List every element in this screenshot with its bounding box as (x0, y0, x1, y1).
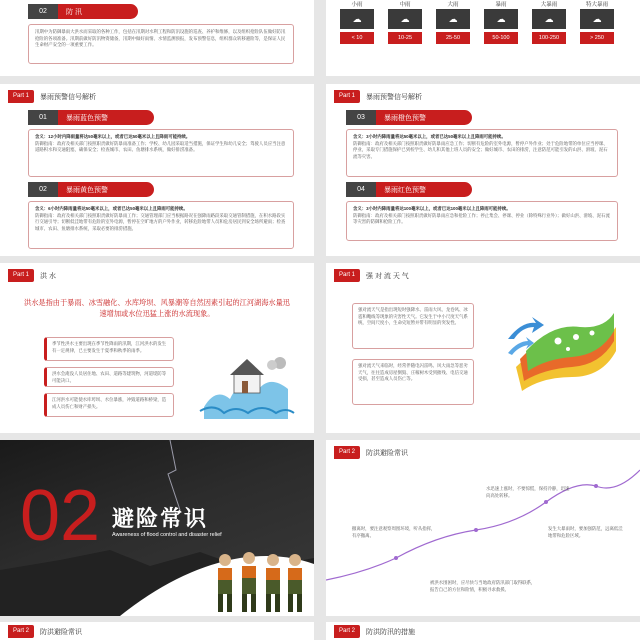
rain-level-item (484, 0, 518, 44)
content-box (28, 24, 294, 64)
part-badge: Part 1 (334, 90, 360, 103)
warning-title: 暴雨橙色预警 (376, 110, 472, 125)
rain-cloud-icon: ☁ (436, 9, 470, 29)
warning-number: 01 (28, 110, 58, 125)
part-title: 防洪避险常识 (366, 449, 409, 457)
note-2: 撤离时，要注意观察周围环境，听从指挥，有序撤离。 (352, 526, 436, 538)
rain-level-value: 100-250 (532, 32, 566, 44)
rain-level-item (436, 0, 470, 44)
slide-warning-blue-yellow (0, 84, 314, 256)
rain-level-value: < 10 (340, 32, 374, 44)
rain-level-item (340, 0, 374, 44)
warning-title: 暴雨黄色预警 (58, 182, 154, 197)
warning-meaning: 含义：6小时内降雨量将达50毫米以上，或者已达50毫米以上且降雨可能持续。 (35, 206, 188, 211)
flood-headline: 洪水是指由于暴雨、冰雪融化、水库垮坝、风暴潮等自然因素引起的江河湖海水量迅速增加或水位迅猛上涨的水流现象。 (24, 298, 290, 318)
warning-number: 04 (346, 182, 376, 197)
part-badge: Part 2 (8, 625, 34, 638)
rain-level-label: 中雨 (399, 2, 411, 8)
slide-flood-evacuation-2 (0, 622, 314, 640)
rain-level-label: 大雨 (447, 2, 459, 8)
part-title: 强 对 流 天 气 (366, 272, 409, 280)
soldiers-illustration (212, 546, 308, 614)
slide-fangxun (0, 0, 314, 76)
slide-flood-measures (326, 622, 640, 640)
rain-level-value: 50-100 (484, 32, 518, 44)
rain-level-label: 暴雨 (495, 2, 507, 8)
warning-title: 暴雨红色预警 (376, 182, 472, 197)
rain-cloud-icon: ☁ (484, 9, 518, 29)
rain-cloud-icon: ☁ (580, 9, 614, 29)
warning-meaning: 含义：3小时内降雨量将达100毫米以上，或者已达100毫米以上且降雨可能持续。 (353, 206, 511, 211)
section-bar (28, 4, 138, 19)
flood-bullet-text: 江河洪水可能使水库垮坝、水位暴涨，冲毁道路和桥梁，造成人员伤亡和财产损失。 (52, 397, 167, 409)
warning-box-yellow (28, 201, 294, 249)
part-header (334, 269, 409, 282)
section-number-large: 02 (20, 476, 101, 556)
part-header (334, 90, 422, 103)
slide-warning-orange-red (326, 84, 640, 256)
flood-illustration (196, 347, 296, 419)
warning-guide: 防御指南：政府及相关部门按照职责做好防暴雨工作；交通管理部门应当根据路况在强降雨路段采取交通管制措施，在积水路段实行交通引导；切断低洼地带有危险的室外电源，暂停在空旷地方的户外作业，转移危险地带人员和危房居民到安全场所避雨；检查城市、农田、鱼塘排水系统，采取必要的排涝措施。 (35, 212, 286, 231)
warning-meaning: 含义：3小时内降雨量将达50毫米以上，或者已达50毫米以上且降雨可能持续。 (353, 134, 506, 139)
slide-severe-convection (326, 263, 640, 433)
part-badge: Part 1 (8, 269, 34, 282)
rain-level-item (580, 0, 614, 44)
part-title: 暴雨预警信号解析 (366, 93, 423, 101)
part-badge: Part 2 (334, 446, 360, 459)
slide-flood-evacuation (326, 440, 640, 616)
warning-bar-blue (28, 110, 154, 125)
note-1: 水迅速上涨时，不要惊慌，保持冷静，迅速向高处转移。 (486, 486, 570, 498)
section-subtitle: Awareness of flood control and disaster relief (112, 532, 222, 538)
body-text: 汛期中为防御暴雨大洪水而采取的各种工作，包括在汛期对水利工程和防汛设施的巡查、养护和维修，以及组织抢险队伍做好防汛抢险的各项准备。汛期前做好防汛物资储备，汛期中做好雨情、水情监测预报，发布预警信息，组织群众转移避险等，是保证人民生命财产安全的一项重要工作。 (35, 29, 286, 48)
part-badge: Part 1 (8, 90, 34, 103)
part-badge: Part 1 (334, 269, 360, 282)
warning-box-blue (28, 129, 294, 177)
convection-illustration (506, 307, 622, 399)
rain-level-item (388, 0, 422, 44)
warning-title: 暴雨蓝色预警 (58, 110, 154, 125)
note-4: 被洪水围困时，应尽快与当地政府防汛部门取得联系，报告自己的方位和险情，积极寻求救援。 (430, 580, 536, 592)
warning-guide: 防御指南：政府及相关部门按照职责做好防暴雨应急工作；切断有危险的室外电源，暂停户外作业；处于危险地带的单位应当停课、停业，采取专门措施保护已到校学生、幼儿和其他上班人员的安全；做好城市、农田的排涝，注意防范可能引发的山洪、滑坡、泥石流等灾害。 (353, 140, 608, 159)
slide-rainfall-levels (326, 0, 640, 76)
flood-bullet-2 (44, 367, 174, 387)
part-header (8, 625, 82, 638)
warning-number: 03 (346, 110, 376, 125)
convection-text: 强对流天气来临时，经常伴随电闪雷鸣、风大雨急等恶劣天气，往往造成房屋倒毁、庄稼树木受到摧残、电信交通受损，甚至造成人员伤亡等。 (358, 363, 468, 382)
part-badge: Part 2 (334, 625, 360, 638)
rain-level-label: 大暴雨 (540, 2, 558, 8)
slide-section-cover (0, 440, 314, 616)
part-header (8, 90, 96, 103)
warning-number: 02 (28, 182, 58, 197)
rain-level-label: 小雨 (351, 2, 363, 8)
rain-cloud-icon: ☁ (532, 9, 566, 29)
warning-guide: 防御指南：政府及相关部门按照职责做好防暴雨应急和抢险工作；停止集会、停课、停业（除特殊行业外）；做好山洪、滑坡、泥石流等灾害的防御和抢险工作。 (353, 212, 610, 225)
warning-box-red (346, 201, 618, 241)
slide-flood (0, 263, 314, 433)
convection-text: 强对流天气是指出现短时强降水、雷雨大风、龙卷风、冰雹和飑线等现象的灾害性天气。它发生于中小尺度天气系统，空间尺度小，生命史短暂并带有明显的突发性。 (358, 307, 468, 326)
flood-bullet-text: 洪水会淹没人员居住地、农田、道路等建筑物，河道堤防等可能决口。 (52, 371, 167, 383)
flood-bullet-text: 季节性洪水主要出现在季节性降雨的汛期，江河洪水的发生有一定规律，已主要发生于夏季和秋季的雨季。 (52, 341, 167, 353)
part-header (334, 625, 415, 638)
warning-bar-orange (346, 110, 472, 125)
part-header (8, 269, 56, 282)
rain-cloud-icon: ☁ (388, 9, 422, 29)
rain-cloud-icon: ☁ (340, 9, 374, 29)
rain-level-value: 25-50 (436, 32, 470, 44)
section-title: 防 汛 (58, 4, 138, 19)
warning-bar-yellow (28, 182, 154, 197)
rain-level-item (532, 0, 566, 44)
convection-para-2 (352, 359, 474, 405)
part-title: 防洪防汛的措施 (366, 628, 416, 636)
warning-box-orange (346, 129, 618, 177)
rain-level-label: 特大暴雨 (585, 2, 608, 8)
convection-para-1 (352, 303, 474, 349)
note-3: 发生大暴雨时，要加强防范，远离低洼地带和危险区域。 (548, 526, 623, 538)
part-title: 暴雨预警信号解析 (40, 93, 97, 101)
section-title-large: 避险常识 (112, 506, 209, 531)
part-title: 洪 水 (40, 272, 56, 280)
rain-level-value: > 250 (580, 32, 614, 44)
section-number: 02 (28, 4, 58, 19)
warning-guide: 防御指南：政府及相关部门按照职责做好防暴雨准备工作；学校、幼儿园采取适当措施，保证学生和幼儿安全；驾驶人员应当注意道路积水和交通阻塞，确保安全；检查城市、农田、鱼塘排水系统，做好排涝准备。 (35, 140, 286, 153)
flood-bullet-1 (44, 337, 174, 361)
warning-meaning: 含义：12小时内降雨量将达50毫米以上，或者已达50毫米以上且降雨可能持续。 (35, 134, 191, 139)
flood-bullet-3 (44, 393, 174, 417)
rain-level-value: 10-25 (388, 32, 422, 44)
part-title: 防洪避险常识 (40, 628, 83, 636)
warning-bar-red (346, 182, 472, 197)
